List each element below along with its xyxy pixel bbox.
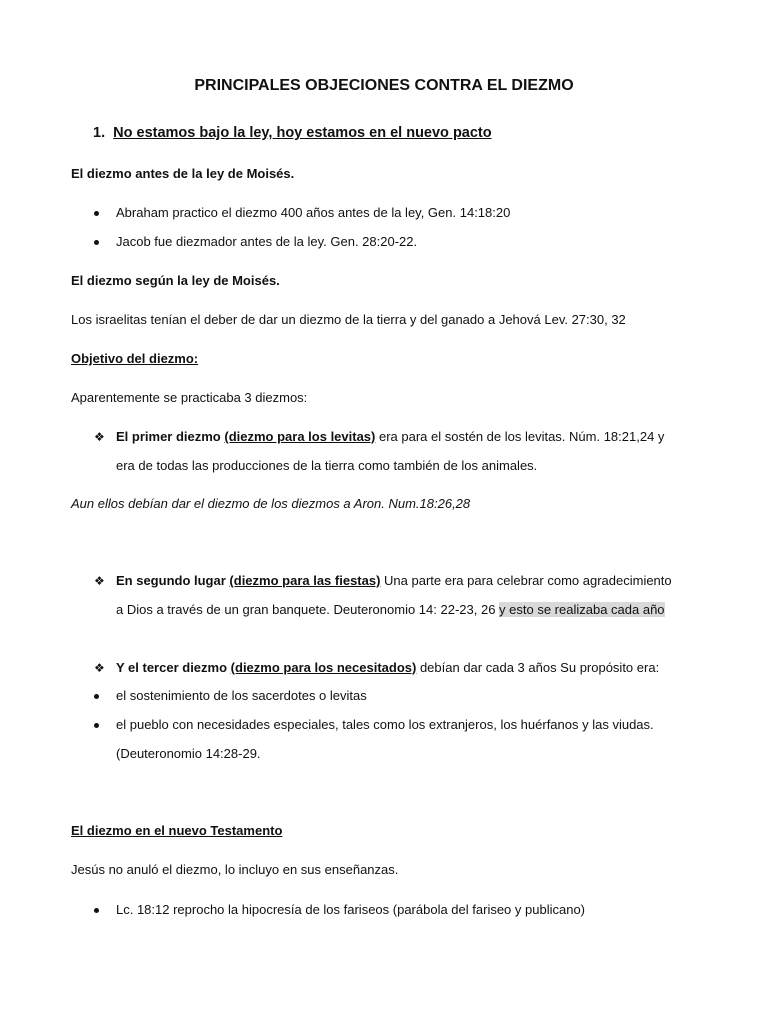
list-item: Abraham practico el diezmo 400 años antes de la ley, Gen. 14:18:20 bbox=[116, 205, 511, 220]
second-tithe-line bbox=[116, 572, 672, 590]
diamond-bullet-icon: ❖ bbox=[94, 430, 105, 444]
first-tithe-tag: (diezmo para los levitas) bbox=[224, 429, 376, 444]
first-tithe-lead: El primer diezmo bbox=[116, 429, 221, 444]
section-heading-text: No estamos bajo la ley, hoy estamos en el nuevo pacto bbox=[113, 125, 492, 141]
second-tithe-line-2 bbox=[116, 601, 665, 619]
new-testament-text: Jesús no anuló el diezmo, lo incluyo en sus enseñanzas. bbox=[71, 862, 399, 877]
second-tithe-lead: En segundo lugar bbox=[116, 573, 226, 588]
bullet-dot-icon bbox=[94, 240, 99, 245]
objective-heading: Objetivo del diezmo: bbox=[71, 351, 199, 366]
third-tithe-line bbox=[116, 659, 659, 677]
list-item-continuation: (Deuteronomio 14:28-29. bbox=[116, 746, 261, 761]
second-tithe-tag: (diezmo para las fiestas) bbox=[229, 573, 381, 588]
third-tithe-text: debían dar cada 3 años Su propósito era: bbox=[416, 660, 660, 675]
document-title: PRINCIPALES OBJECIONES CONTRA EL DIEZMO bbox=[194, 77, 574, 94]
diamond-bullet-icon: ❖ bbox=[94, 574, 105, 588]
new-testament-heading: El diezmo en el nuevo Testamento bbox=[71, 823, 283, 838]
list-item: Lc. 18:12 reprocho la hipocresía de los fariseos (parábola del fariseo y publicano) bbox=[116, 902, 585, 917]
section-heading bbox=[93, 124, 492, 142]
list-item: el sostenimiento de los sacerdotes o levitas bbox=[116, 688, 367, 703]
second-tithe-text-2: a Dios a través de un gran banquete. Deuteronomio 14: 22-23, 26 bbox=[116, 602, 500, 617]
bullet-dot-icon bbox=[94, 908, 99, 913]
first-tithe-text: era para el sostén de los levitas. Núm. 18:21,24 y bbox=[375, 429, 665, 444]
bullet-dot-icon bbox=[94, 694, 99, 699]
diamond-bullet-icon: ❖ bbox=[94, 661, 105, 675]
section-number: 1. bbox=[93, 125, 106, 141]
list-item: Jacob fue diezmador antes de la ley. Gen. 28:20-22. bbox=[116, 234, 418, 249]
before-law-heading: El diezmo antes de la ley de Moisés. bbox=[71, 166, 295, 181]
highlighted-text: y esto se realizaba cada año bbox=[499, 602, 665, 617]
bullet-dot-icon bbox=[94, 723, 99, 728]
objective-intro: Aparentemente se practicaba 3 diezmos: bbox=[71, 390, 308, 405]
first-tithe-line bbox=[116, 428, 664, 446]
under-law-text: Los israelitas tenían el deber de dar un diezmo de la tierra y del ganado a Jehová Lev. 27:30, 32 bbox=[71, 312, 626, 327]
first-tithe-line-2: era de todas las producciones de la tierra como también de los animales. bbox=[116, 458, 538, 473]
second-tithe-text: Una parte era para celebrar como agradecimiento bbox=[380, 573, 672, 588]
first-tithe-note: Aun ellos debían dar el diezmo de los diezmos a Aron. Num.18:26,28 bbox=[71, 496, 471, 511]
third-tithe-tag: (diezmo para los necesitados) bbox=[230, 660, 417, 675]
third-tithe-lead: Y el tercer diezmo bbox=[116, 660, 228, 675]
list-item: el pueblo con necesidades especiales, tales como los extranjeros, los huérfanos y las viudas. bbox=[116, 717, 654, 732]
bullet-dot-icon bbox=[94, 211, 99, 216]
under-law-heading: El diezmo según la ley de Moisés. bbox=[71, 273, 280, 288]
